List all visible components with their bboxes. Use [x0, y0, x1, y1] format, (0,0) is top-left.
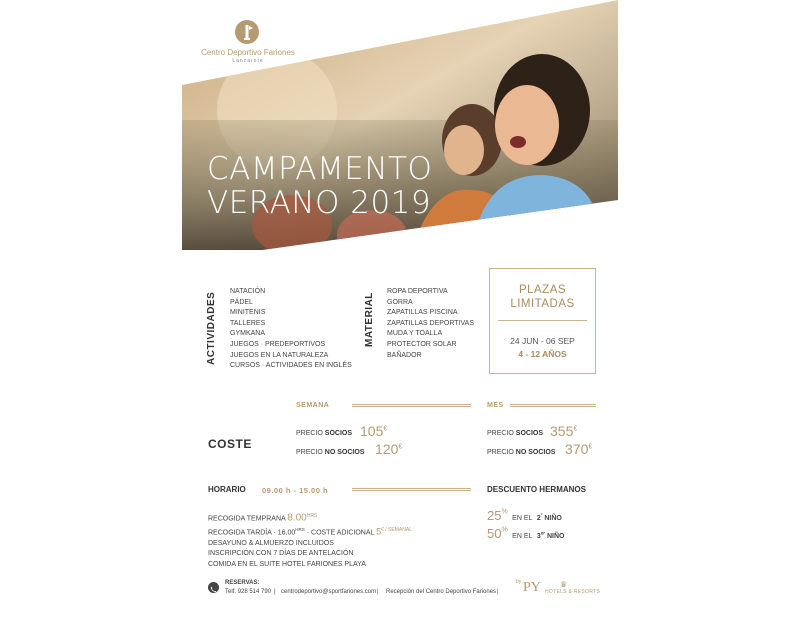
mes-header: MES	[487, 402, 504, 409]
list-item: MUDA Y TOALLA	[387, 330, 443, 338]
hero-title	[207, 152, 432, 220]
mes-socios-price: 355€	[550, 423, 578, 439]
descuento-label: DESCUENTO HERMANOS	[487, 485, 586, 494]
actividades-list	[230, 287, 352, 372]
footer-reception: Recepción del Centro Deportivo Fariones	[386, 589, 497, 595]
mes-no-socios-price: 370€	[565, 441, 593, 457]
material-list	[387, 287, 474, 361]
coste-label: COSTE	[208, 437, 252, 451]
list-item: MINITENIS	[230, 309, 266, 317]
hero-title-line1: CAMPAMENTO	[207, 151, 433, 187]
list-item: BAÑADOR	[387, 351, 422, 359]
material-label: MATERIAL	[364, 292, 375, 347]
actividades-label: ACTIVIDADES	[206, 291, 217, 365]
brand-by: by	[516, 579, 522, 585]
list-item: PÁDEL	[230, 298, 253, 306]
list-item: ZAPATILLAS PISCINA	[387, 309, 458, 317]
phone-icon	[208, 582, 219, 593]
crown-icon: ♛	[560, 580, 568, 589]
list-item: CURSOS · ACTIVIDADES EN INGLÉS	[230, 362, 352, 370]
brand-logo: PY	[523, 580, 541, 595]
inscripcion-info: INSCRIPCIÓN CON 7 DÍAS DE ANTELACIÓN	[208, 550, 354, 558]
footer-email[interactable]: centrodeportivo@sportfariones.com	[281, 589, 377, 595]
plazas-title	[489, 283, 596, 311]
hero-title-line2: VERANO 2019	[207, 185, 432, 221]
desayuno-info: DESAYUNO & ALMUERZO INCLUIDOS	[208, 539, 334, 547]
descuento-first: 25% EN EL $2^º$ NIÑO	[487, 508, 562, 523]
plazas-dates: 24 JUN - 06 SEP	[510, 336, 575, 346]
mes-no-socios-label: PRECIO NO SOCIOS	[487, 449, 556, 456]
list-item: ROPA DEPORTIVA	[387, 288, 448, 295]
semana-rule	[352, 404, 471, 407]
plazas-divider	[498, 320, 587, 321]
semana-socios-price: 105€	[360, 423, 388, 439]
footer-separator: |	[274, 589, 276, 595]
logo-location: Lanzarote	[232, 58, 264, 64]
comida-info: COMIDA EN EL SUITE HOTEL FARIONES PLAYA	[208, 560, 366, 568]
list-item: TALLERES	[230, 319, 266, 327]
logo-name: Centro Deportivo Fariones	[201, 48, 295, 57]
horario-hours: 09.00 h - 15.00 h	[262, 486, 329, 495]
plazas-title-line2: LIMITADAS	[510, 298, 575, 310]
list-item: GORRA	[387, 298, 413, 306]
list-item: NATACIÓN	[230, 288, 266, 295]
semana-no-socios-price: 120€	[375, 441, 403, 457]
footer-separator: |	[377, 589, 379, 595]
recogida-temprana: RECOGIDA TEMPRANA $8.00^{HRS}$	[208, 512, 318, 524]
mes-rule	[510, 404, 596, 407]
horario-details	[208, 511, 412, 570]
list-item: JUEGOS EN LA NATURALEZA	[230, 351, 329, 359]
descuento-second: 50% EN EL 3er NIÑO	[487, 526, 565, 541]
brand-hotels: HOTELS & RESORTS	[545, 589, 600, 595]
semana-socios-label: PRECIO SOCIOS	[296, 430, 353, 437]
semana-header: SEMANA	[296, 402, 330, 409]
list-item: ZAPATILLAS DEPORTIVAS	[387, 319, 475, 327]
recogida-tardia: RECOGIDA TARDÍA · $16.00^{HRS}$ · COSTE ADICIONAL $5^{€ / SEMANAL}$	[208, 526, 412, 537]
plazas-ages: 4 - 12 AÑOS	[518, 349, 567, 359]
semana-no-socios-label: PRECIO NO SOCIOS	[296, 449, 365, 456]
horario-label: HORARIO	[208, 485, 246, 494]
mes-socios-label: PRECIO SOCIOS	[487, 430, 544, 437]
horario-rule	[352, 488, 471, 491]
footer-reservas: RESERVAS:	[225, 580, 260, 586]
list-item: PROTECTOR SOLAR	[387, 340, 457, 348]
footer-phone: Telf. 928 514 790	[225, 589, 272, 595]
footer-separator: |	[497, 589, 499, 595]
list-item: GYMKANA	[230, 330, 266, 338]
list-item: JUEGOS · PREDEPORTIVOS	[230, 340, 326, 348]
plazas-title-line1: PLAZAS	[518, 284, 567, 296]
